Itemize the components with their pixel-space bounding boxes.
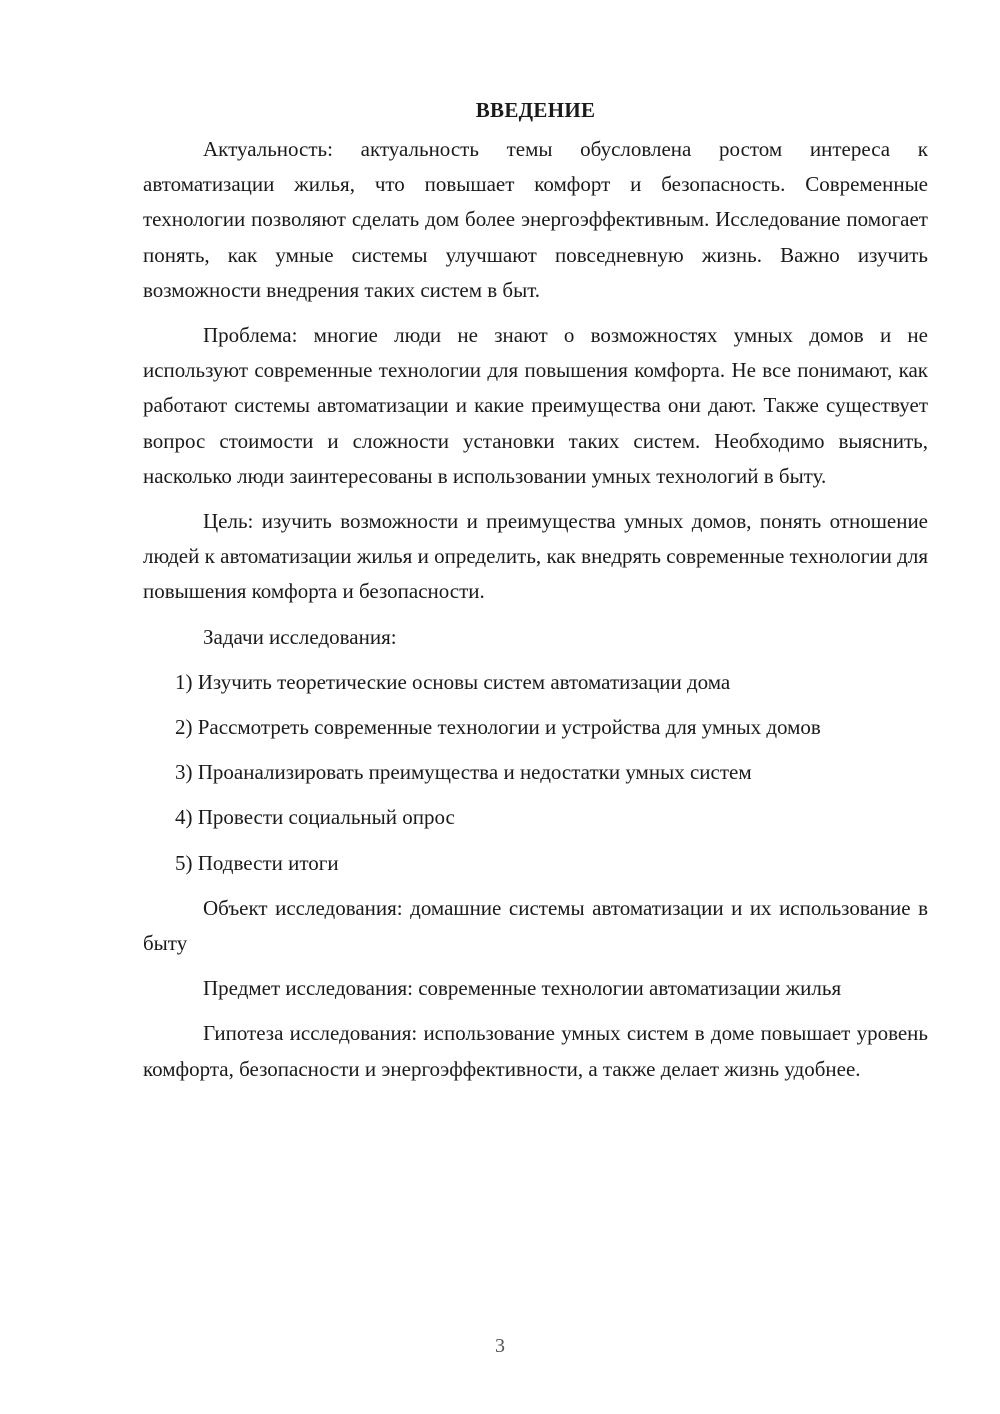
paragraph-problem: Проблема: многие люди не знают о возможностях умных домов и не используют современные технологии для повышения комфорта. Не все понимают, как работают системы автоматизации и какие преимущества они дают. Также существует вопрос стоимости и сложности установки таких систем. Необходимо выяснить, насколько люди заинтересованы в использовании умных технологий в быту. (143, 323, 928, 488)
page-number: 3 (495, 1335, 505, 1357)
paragraph-goal: Цель: изучить возможности и преимущества умных домов, понять отношение людей к автоматизации жилья и определить, как внедрять современные технологии для повышения комфорта и безопасности. (143, 509, 928, 604)
paragraph-object: Объект исследования: домашние системы автоматизации и их использование в быту (143, 895, 928, 956)
paragraph-tasks-heading: Задачи исследования: (203, 624, 397, 649)
task-item-4: 4) Провести социальный опрос (175, 805, 455, 830)
task-item-2: 2) Рассмотреть современные технологии и устройства для умных домов (175, 715, 821, 740)
page-title: ВВЕДЕНИЕ (475, 98, 596, 122)
task-item-1: 1) Изучить теоретические основы систем автоматизации дома (175, 669, 731, 694)
task-item-5: 5) Подвести итоги (175, 850, 339, 875)
paragraph-subject: Предмет исследования: современные технологии автоматизации жилья (203, 976, 842, 1001)
paragraph-relevance: Актуальность: актуальность темы обусловлена ростом интереса к автоматизации жилья, что повышает комфорт и безопасность. Современные технологии позволяют сделать дом более энергоэффективным. Исследование помогает понять, как умные системы улучшают повседневную жизнь. Важно изучить возможности внедрения таких систем в быт. (143, 137, 928, 302)
document-page (143, 92, 928, 1097)
paragraph-hypothesis: Гипотеза исследования: использование умных систем в доме повышает уровень комфорта, безопасности и энергоэффективности, а также делает жизнь удобнее. (143, 1021, 928, 1081)
task-item-3: 3) Проанализировать преимущества и недостатки умных систем (175, 760, 752, 785)
